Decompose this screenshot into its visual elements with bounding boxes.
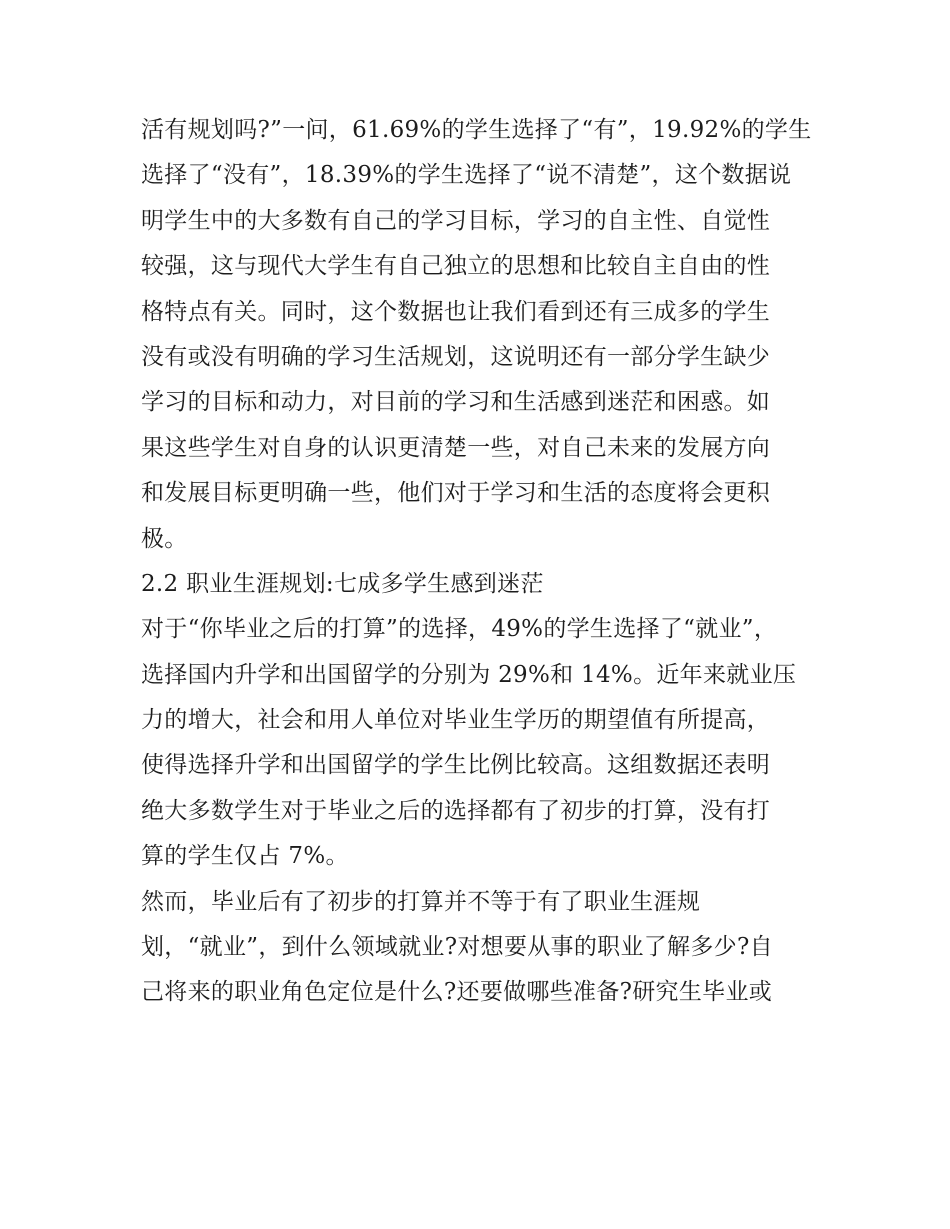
paragraph-line: 使得选择升学和出国留学的学生比例比较高。这组数据还表明 xyxy=(141,752,771,779)
paragraph-line: 绝大多数学生对于毕业之后的选择都有了初步的打算，没有打 xyxy=(141,797,771,824)
paragraph-line: 极。 xyxy=(141,525,188,552)
paragraph-line: 明学生中的大多数有自己的学习目标，学习的自主性、自觉性 xyxy=(141,207,771,234)
paragraph-line: 选择国内升学和出国留学的分别为 29%和 14%。近年来就业压 xyxy=(141,661,797,688)
section-heading: 2.2 职业生涯规划:七成多学生感到迷茫 xyxy=(141,570,544,597)
document-body xyxy=(141,108,821,1016)
paragraph-line: 学习的目标和动力，对目前的学习和生活感到迷茫和困惑。如 xyxy=(141,389,771,416)
paragraph-line: 格特点有关。同时，这个数据也让我们看到还有三成多的学生 xyxy=(141,298,771,325)
paragraph-line: 力的增大，社会和用人单位对毕业生学历的期望值有所提高， xyxy=(141,707,771,734)
paragraph-line: 选择了“没有”，18.39%的学生选择了“说不清楚”，这个数据说 xyxy=(141,162,792,189)
paragraph-line: 和发展目标更明确一些，他们对于学习和生活的态度将会更积 xyxy=(141,480,771,507)
paragraph-line: 然而，毕业后有了初步的打算并不等于有了职业生涯规 xyxy=(141,888,701,915)
paragraph-line: 较强，这与现代大学生有自己独立的思想和比较自主自由的性 xyxy=(141,253,771,280)
paragraph-line: 划，“就业”，到什么领域就业?对想要从事的职业了解多少?自 xyxy=(141,934,773,961)
paragraph-line: 果这些学生对自身的认识更清楚一些，对自己未来的发展方向 xyxy=(141,434,771,461)
paragraph-line: 活有规划吗?”一问，61.69%的学生选择了“有”，19.92%的学生 xyxy=(141,117,812,143)
paragraph-line: 对于“你毕业之后的打算”的选择，49%的学生选择了“就业”， xyxy=(141,616,778,643)
paragraph-line: 没有或没有明确的学习生活规划，这说明还有一部分学生缺少 xyxy=(141,343,771,370)
paragraph-line: 算的学生仅占 7%。 xyxy=(141,843,349,870)
paragraph-line: 己将来的职业角色定位是什么?还要做哪些准备?研究生毕业或 xyxy=(141,979,773,1006)
